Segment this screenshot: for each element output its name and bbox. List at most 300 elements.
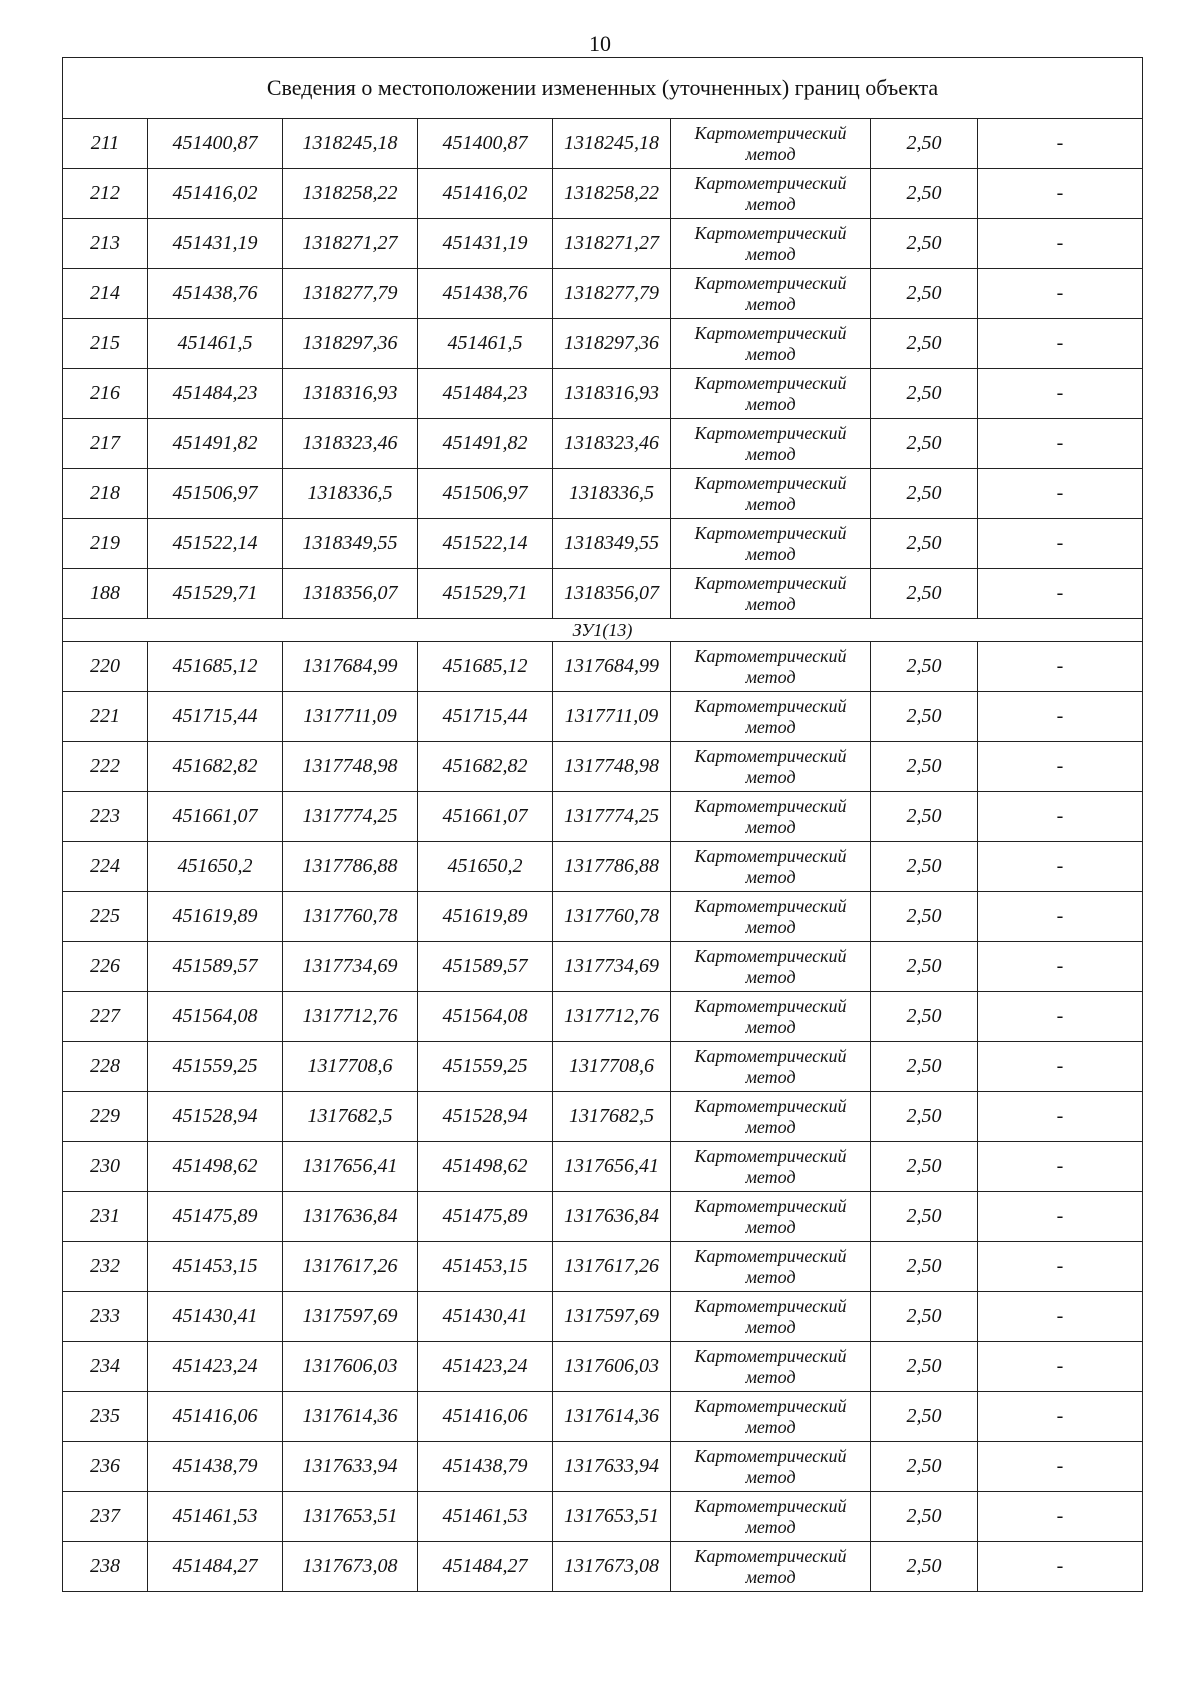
method-line1: Картометрический — [694, 695, 847, 716]
x-new-cell: 451453,15 — [418, 1242, 553, 1292]
method-line1: Картометрический — [694, 422, 847, 443]
y-new-cell: 1318316,93 — [553, 369, 671, 419]
method-line2: метод — [745, 1466, 796, 1487]
description-cell: - — [978, 1492, 1143, 1542]
description-cell: - — [978, 319, 1143, 369]
description-cell: - — [978, 1442, 1143, 1492]
description-cell: - — [978, 269, 1143, 319]
y-old-cell: 1317656,41 — [283, 1142, 418, 1192]
description-cell: - — [978, 742, 1143, 792]
x-old-cell: 451423,24 — [148, 1342, 283, 1392]
y-new-cell: 1317786,88 — [553, 842, 671, 892]
y-old-cell: 1317711,09 — [283, 692, 418, 742]
y-new-cell: 1317606,03 — [553, 1342, 671, 1392]
x-old-cell: 451416,06 — [148, 1392, 283, 1442]
method-line2: метод — [745, 1216, 796, 1237]
table-row — [63, 842, 1143, 892]
method-line2: метод — [745, 443, 796, 464]
point-number-cell: 222 — [63, 742, 148, 792]
y-new-cell: 1317684,99 — [553, 642, 671, 692]
method-cell — [671, 119, 871, 169]
point-number-cell: 225 — [63, 892, 148, 942]
y-old-cell: 1318258,22 — [283, 169, 418, 219]
table-row — [63, 219, 1143, 269]
method-cell — [671, 1042, 871, 1092]
x-new-cell: 451619,89 — [418, 892, 553, 942]
y-old-cell: 1318316,93 — [283, 369, 418, 419]
y-new-cell: 1318297,36 — [553, 319, 671, 369]
accuracy-cell: 2,50 — [871, 1242, 978, 1292]
y-new-cell: 1317774,25 — [553, 792, 671, 842]
y-new-cell: 1318356,07 — [553, 569, 671, 619]
x-old-cell: 451529,71 — [148, 569, 283, 619]
method-line2: метод — [745, 816, 796, 837]
accuracy-cell: 2,50 — [871, 1492, 978, 1542]
point-number-cell: 236 — [63, 1442, 148, 1492]
y-new-cell: 1317656,41 — [553, 1142, 671, 1192]
y-old-cell: 1317653,51 — [283, 1492, 418, 1542]
accuracy-cell: 2,50 — [871, 169, 978, 219]
section-label: ЗУ1(13) — [63, 619, 1143, 642]
method-line1: Картометрический — [694, 1045, 847, 1066]
method-cell — [671, 892, 871, 942]
table-row — [63, 419, 1143, 469]
method-cell — [671, 519, 871, 569]
y-new-cell: 1318349,55 — [553, 519, 671, 569]
method-line2: метод — [745, 1116, 796, 1137]
method-cell — [671, 1442, 871, 1492]
point-number-cell: 188 — [63, 569, 148, 619]
x-old-cell: 451619,89 — [148, 892, 283, 942]
table-row — [63, 469, 1143, 519]
y-old-cell: 1317786,88 — [283, 842, 418, 892]
y-new-cell: 1317748,98 — [553, 742, 671, 792]
accuracy-cell: 2,50 — [871, 469, 978, 519]
method-line2: метод — [745, 343, 796, 364]
point-number-cell: 231 — [63, 1192, 148, 1242]
y-old-cell: 1317708,6 — [283, 1042, 418, 1092]
y-old-cell: 1317636,84 — [283, 1192, 418, 1242]
method-line2: метод — [745, 1416, 796, 1437]
table-row — [63, 1092, 1143, 1142]
method-cell — [671, 842, 871, 892]
point-number-cell: 215 — [63, 319, 148, 369]
method-cell — [671, 419, 871, 469]
method-cell — [671, 269, 871, 319]
point-number-cell: 223 — [63, 792, 148, 842]
x-old-cell: 451491,82 — [148, 419, 283, 469]
point-number-cell: 214 — [63, 269, 148, 319]
method-cell — [671, 1492, 871, 1542]
point-number-cell: 211 — [63, 119, 148, 169]
x-old-cell: 451682,82 — [148, 742, 283, 792]
x-new-cell: 451498,62 — [418, 1142, 553, 1192]
y-old-cell: 1317617,26 — [283, 1242, 418, 1292]
table-row — [63, 892, 1143, 942]
accuracy-cell: 2,50 — [871, 1342, 978, 1392]
x-old-cell: 451661,07 — [148, 792, 283, 842]
accuracy-cell: 2,50 — [871, 692, 978, 742]
x-old-cell: 451589,57 — [148, 942, 283, 992]
table-row — [63, 1142, 1143, 1192]
method-cell — [671, 1292, 871, 1342]
x-old-cell: 451506,97 — [148, 469, 283, 519]
method-cell — [671, 1542, 871, 1592]
y-new-cell: 1317760,78 — [553, 892, 671, 942]
x-new-cell: 451528,94 — [418, 1092, 553, 1142]
table-row — [63, 1242, 1143, 1292]
method-line1: Картометрический — [694, 845, 847, 866]
x-new-cell: 451559,25 — [418, 1042, 553, 1092]
description-cell: - — [978, 842, 1143, 892]
point-number-cell: 230 — [63, 1142, 148, 1192]
accuracy-cell: 2,50 — [871, 1092, 978, 1142]
point-number-cell: 234 — [63, 1342, 148, 1392]
point-number-cell: 232 — [63, 1242, 148, 1292]
method-cell — [671, 469, 871, 519]
y-new-cell: 1318277,79 — [553, 269, 671, 319]
method-line2: метод — [745, 593, 796, 614]
accuracy-cell: 2,50 — [871, 319, 978, 369]
description-cell: - — [978, 942, 1143, 992]
x-new-cell: 451461,53 — [418, 1492, 553, 1542]
x-old-cell: 451430,41 — [148, 1292, 283, 1342]
table-row — [63, 692, 1143, 742]
method-line2: метод — [745, 243, 796, 264]
method-line2: метод — [745, 1066, 796, 1087]
table-row — [63, 1442, 1143, 1492]
accuracy-cell: 2,50 — [871, 1192, 978, 1242]
y-old-cell: 1317614,36 — [283, 1392, 418, 1442]
method-line2: метод — [745, 716, 796, 737]
accuracy-cell: 2,50 — [871, 1142, 978, 1192]
description-cell: - — [978, 219, 1143, 269]
method-cell — [671, 642, 871, 692]
description-cell: - — [978, 369, 1143, 419]
x-old-cell: 451416,02 — [148, 169, 283, 219]
table-row — [63, 1492, 1143, 1542]
accuracy-cell: 2,50 — [871, 742, 978, 792]
x-old-cell: 451453,15 — [148, 1242, 283, 1292]
accuracy-cell: 2,50 — [871, 992, 978, 1042]
accuracy-cell: 2,50 — [871, 642, 978, 692]
method-line2: метод — [745, 1016, 796, 1037]
accuracy-cell: 2,50 — [871, 219, 978, 269]
method-cell — [671, 1092, 871, 1142]
table-row — [63, 169, 1143, 219]
table-row — [63, 269, 1143, 319]
x-new-cell: 451522,14 — [418, 519, 553, 569]
y-new-cell: 1317711,09 — [553, 692, 671, 742]
method-line2: метод — [745, 1366, 796, 1387]
method-cell — [671, 1392, 871, 1442]
x-new-cell: 451431,19 — [418, 219, 553, 269]
table-row — [63, 369, 1143, 419]
x-old-cell: 451498,62 — [148, 1142, 283, 1192]
x-new-cell: 451484,23 — [418, 369, 553, 419]
method-line2: метод — [745, 193, 796, 214]
method-line1: Картометрический — [694, 645, 847, 666]
table-row — [63, 519, 1143, 569]
description-cell: - — [978, 119, 1143, 169]
y-old-cell: 1318277,79 — [283, 269, 418, 319]
table-row — [63, 1392, 1143, 1442]
point-number-cell: 220 — [63, 642, 148, 692]
method-cell — [671, 742, 871, 792]
x-old-cell: 451522,14 — [148, 519, 283, 569]
y-new-cell: 1318258,22 — [553, 169, 671, 219]
description-cell: - — [978, 469, 1143, 519]
point-number-cell: 226 — [63, 942, 148, 992]
description-cell: - — [978, 1342, 1143, 1392]
description-cell: - — [978, 992, 1143, 1042]
point-number-cell: 212 — [63, 169, 148, 219]
table-title: Сведения о местоположении измененных (уточненных) границ объекта — [63, 58, 1143, 119]
table-row — [63, 942, 1143, 992]
accuracy-cell: 2,50 — [871, 1542, 978, 1592]
y-new-cell: 1317597,69 — [553, 1292, 671, 1342]
x-new-cell: 451682,82 — [418, 742, 553, 792]
table-row — [63, 642, 1143, 692]
point-number-cell: 235 — [63, 1392, 148, 1442]
point-number-cell: 217 — [63, 419, 148, 469]
description-cell: - — [978, 519, 1143, 569]
method-line1: Картометрический — [694, 1195, 847, 1216]
y-old-cell: 1317633,94 — [283, 1442, 418, 1492]
boundary-coordinates-table — [62, 57, 1143, 1592]
x-old-cell: 451564,08 — [148, 992, 283, 1042]
method-cell — [671, 369, 871, 419]
point-number-cell: 237 — [63, 1492, 148, 1542]
table-row — [63, 1192, 1143, 1242]
accuracy-cell: 2,50 — [871, 119, 978, 169]
point-number-cell: 216 — [63, 369, 148, 419]
method-line1: Картометрический — [694, 745, 847, 766]
description-cell: - — [978, 1392, 1143, 1442]
method-line2: метод — [745, 143, 796, 164]
x-old-cell: 451484,23 — [148, 369, 283, 419]
method-cell — [671, 992, 871, 1042]
x-new-cell: 451400,87 — [418, 119, 553, 169]
method-line1: Картометрический — [694, 1345, 847, 1366]
x-old-cell: 451400,87 — [148, 119, 283, 169]
x-new-cell: 451438,76 — [418, 269, 553, 319]
point-number-cell: 233 — [63, 1292, 148, 1342]
x-old-cell: 451650,2 — [148, 842, 283, 892]
y-old-cell: 1317606,03 — [283, 1342, 418, 1392]
x-old-cell: 451559,25 — [148, 1042, 283, 1092]
description-cell: - — [978, 419, 1143, 469]
y-old-cell: 1317673,08 — [283, 1542, 418, 1592]
description-cell: - — [978, 1092, 1143, 1142]
y-new-cell: 1317712,76 — [553, 992, 671, 1042]
table-row — [63, 1542, 1143, 1592]
method-line2: метод — [745, 666, 796, 687]
method-line1: Картометрический — [694, 1495, 847, 1516]
y-old-cell: 1317748,98 — [283, 742, 418, 792]
x-new-cell: 451685,12 — [418, 642, 553, 692]
x-old-cell: 451685,12 — [148, 642, 283, 692]
method-cell — [671, 692, 871, 742]
accuracy-cell: 2,50 — [871, 1292, 978, 1342]
method-line1: Картометрический — [694, 1395, 847, 1416]
method-line2: метод — [745, 293, 796, 314]
x-new-cell: 451475,89 — [418, 1192, 553, 1242]
method-line2: метод — [745, 1266, 796, 1287]
accuracy-cell: 2,50 — [871, 1392, 978, 1442]
y-old-cell: 1318323,46 — [283, 419, 418, 469]
accuracy-cell: 2,50 — [871, 569, 978, 619]
table-row — [63, 992, 1143, 1042]
x-old-cell: 451438,76 — [148, 269, 283, 319]
table-row — [63, 319, 1143, 369]
y-new-cell: 1318271,27 — [553, 219, 671, 269]
method-line1: Картометрический — [694, 895, 847, 916]
method-cell — [671, 569, 871, 619]
method-cell — [671, 1242, 871, 1292]
accuracy-cell: 2,50 — [871, 369, 978, 419]
table-row — [63, 1342, 1143, 1392]
x-new-cell: 451416,06 — [418, 1392, 553, 1442]
point-number-cell: 238 — [63, 1542, 148, 1592]
accuracy-cell: 2,50 — [871, 519, 978, 569]
description-cell: - — [978, 1542, 1143, 1592]
x-new-cell: 451564,08 — [418, 992, 553, 1042]
x-old-cell: 451475,89 — [148, 1192, 283, 1242]
method-line2: метод — [745, 393, 796, 414]
description-cell: - — [978, 642, 1143, 692]
method-cell — [671, 1142, 871, 1192]
y-old-cell: 1318349,55 — [283, 519, 418, 569]
y-old-cell: 1318245,18 — [283, 119, 418, 169]
y-old-cell: 1318271,27 — [283, 219, 418, 269]
section-row — [63, 619, 1143, 642]
table-row — [63, 1292, 1143, 1342]
method-line1: Картометрический — [694, 1445, 847, 1466]
description-cell: - — [978, 1042, 1143, 1092]
method-line1: Картометрический — [694, 372, 847, 393]
y-old-cell: 1317597,69 — [283, 1292, 418, 1342]
y-new-cell: 1317708,6 — [553, 1042, 671, 1092]
description-cell: - — [978, 1292, 1143, 1342]
point-number-cell: 213 — [63, 219, 148, 269]
y-new-cell: 1317617,26 — [553, 1242, 671, 1292]
method-line1: Картометрический — [694, 172, 847, 193]
description-cell: - — [978, 1192, 1143, 1242]
point-number-cell: 227 — [63, 992, 148, 1042]
point-number-cell: 221 — [63, 692, 148, 742]
x-old-cell: 451461,5 — [148, 319, 283, 369]
y-new-cell: 1317633,94 — [553, 1442, 671, 1492]
method-line2: метод — [745, 866, 796, 887]
y-new-cell: 1317636,84 — [553, 1192, 671, 1242]
point-number-cell: 218 — [63, 469, 148, 519]
accuracy-cell: 2,50 — [871, 792, 978, 842]
description-cell: - — [978, 1242, 1143, 1292]
x-new-cell: 451461,5 — [418, 319, 553, 369]
y-old-cell: 1317682,5 — [283, 1092, 418, 1142]
point-number-cell: 228 — [63, 1042, 148, 1092]
description-cell: - — [978, 169, 1143, 219]
x-new-cell: 451506,97 — [418, 469, 553, 519]
x-new-cell: 451529,71 — [418, 569, 553, 619]
method-line1: Картометрический — [694, 122, 847, 143]
y-new-cell: 1317734,69 — [553, 942, 671, 992]
y-new-cell: 1318245,18 — [553, 119, 671, 169]
x-old-cell: 451528,94 — [148, 1092, 283, 1142]
method-line2: метод — [745, 1516, 796, 1537]
accuracy-cell: 2,50 — [871, 1042, 978, 1092]
y-old-cell: 1318356,07 — [283, 569, 418, 619]
table-row — [63, 792, 1143, 842]
method-line1: Картометрический — [694, 1245, 847, 1266]
y-new-cell: 1318336,5 — [553, 469, 671, 519]
method-cell — [671, 1342, 871, 1392]
table-row — [63, 1042, 1143, 1092]
y-new-cell: 1317614,36 — [553, 1392, 671, 1442]
method-line1: Картометрический — [694, 322, 847, 343]
y-new-cell: 1318323,46 — [553, 419, 671, 469]
method-line1: Картометрический — [694, 522, 847, 543]
x-new-cell: 451589,57 — [418, 942, 553, 992]
method-line2: метод — [745, 766, 796, 787]
accuracy-cell: 2,50 — [871, 1442, 978, 1492]
x-new-cell: 451491,82 — [418, 419, 553, 469]
description-cell: - — [978, 1142, 1143, 1192]
method-line2: метод — [745, 1566, 796, 1587]
method-cell — [671, 319, 871, 369]
x-old-cell: 451461,53 — [148, 1492, 283, 1542]
x-new-cell: 451715,44 — [418, 692, 553, 742]
method-line2: метод — [745, 1316, 796, 1337]
x-new-cell: 451484,27 — [418, 1542, 553, 1592]
x-new-cell: 451661,07 — [418, 792, 553, 842]
y-old-cell: 1317684,99 — [283, 642, 418, 692]
y-old-cell: 1318336,5 — [283, 469, 418, 519]
table-row — [63, 569, 1143, 619]
method-cell — [671, 169, 871, 219]
method-cell — [671, 1192, 871, 1242]
y-old-cell: 1318297,36 — [283, 319, 418, 369]
accuracy-cell: 2,50 — [871, 842, 978, 892]
method-line1: Картометрический — [694, 222, 847, 243]
description-cell: - — [978, 792, 1143, 842]
method-cell — [671, 792, 871, 842]
x-new-cell: 451438,79 — [418, 1442, 553, 1492]
method-line1: Картометрический — [694, 1095, 847, 1116]
method-line1: Картометрический — [694, 1145, 847, 1166]
x-old-cell: 451431,19 — [148, 219, 283, 269]
method-line2: метод — [745, 916, 796, 937]
method-line1: Картометрический — [694, 995, 847, 1016]
x-new-cell: 451430,41 — [418, 1292, 553, 1342]
accuracy-cell: 2,50 — [871, 419, 978, 469]
accuracy-cell: 2,50 — [871, 892, 978, 942]
method-line2: метод — [745, 966, 796, 987]
point-number-cell: 229 — [63, 1092, 148, 1142]
method-cell — [671, 942, 871, 992]
point-number-cell: 224 — [63, 842, 148, 892]
x-old-cell: 451715,44 — [148, 692, 283, 742]
method-line1: Картометрический — [694, 1545, 847, 1566]
y-new-cell: 1317673,08 — [553, 1542, 671, 1592]
method-line2: метод — [745, 1166, 796, 1187]
x-new-cell: 451423,24 — [418, 1342, 553, 1392]
x-old-cell: 451438,79 — [148, 1442, 283, 1492]
x-new-cell: 451650,2 — [418, 842, 553, 892]
method-line1: Картометрический — [694, 795, 847, 816]
description-cell: - — [978, 892, 1143, 942]
